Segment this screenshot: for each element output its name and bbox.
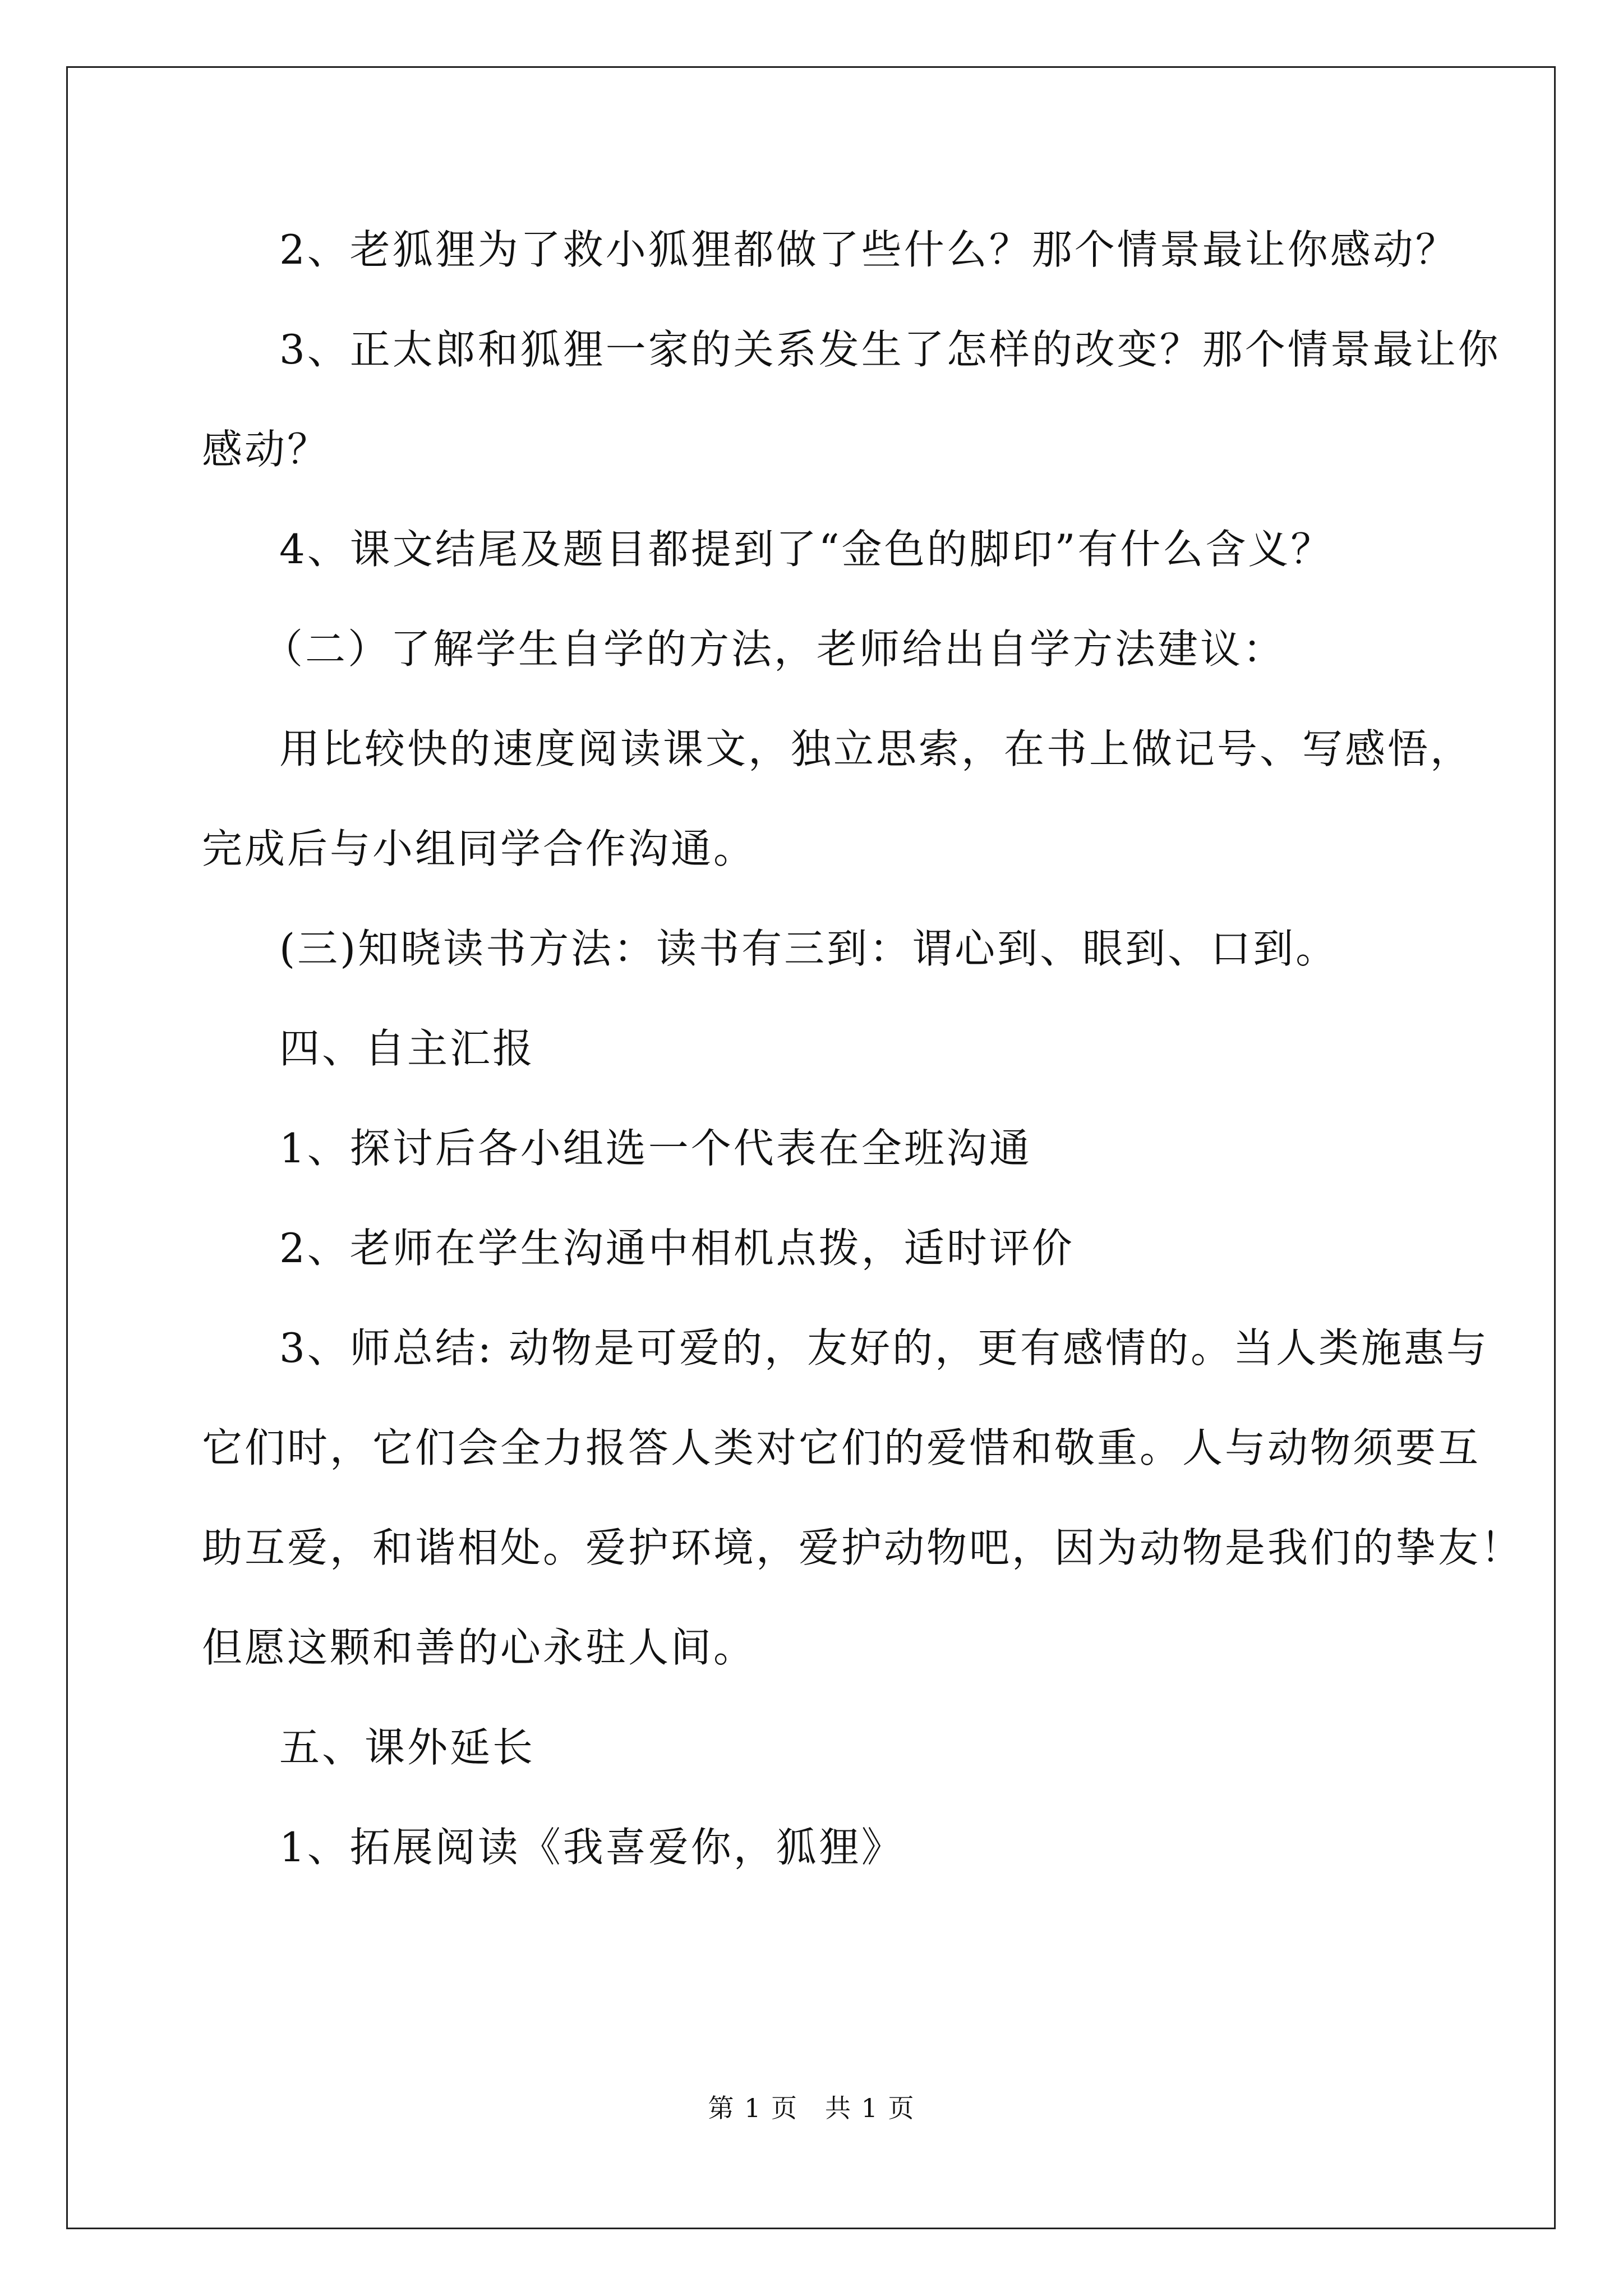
text-line: (三)知晓读书方法：读书有三到：谓心到、眼到、口到。 xyxy=(279,925,1339,972)
text-line: 它们时，它们会全力报答人类对它们的爱惜和敬重。人与动物须要互 xyxy=(202,1424,1481,1471)
text-line: 2、老狐狸为了救小狐狸都做了些什么？那个情景最让你感动？ xyxy=(279,226,1458,273)
text-line: 3、正太郎和狐狸一家的关系发生了怎样的改变？那个情景最让你 xyxy=(279,326,1501,373)
text-line: 1、探讨后各小组选一个代表在全班沟通 xyxy=(279,1125,1032,1172)
text-line: 完成后与小组同学合作沟通。 xyxy=(202,825,757,872)
text-line: 四、自主汇报 xyxy=(279,1025,536,1072)
text-line: （二）了解学生自学的方法，老师给出自学方法建议： xyxy=(262,625,1286,673)
text-line: 感动？ xyxy=(202,426,330,473)
text-line: 用比较快的速度阅读课文，独立思索，在书上做记号、写感悟， xyxy=(279,725,1473,772)
text-line: 助互爱，和谐相处。爱护环境，爱护动物吧，因为动物是我们的挚友！ xyxy=(202,1524,1524,1571)
text-line: 但愿这颗和善的心永驻人间。 xyxy=(202,1624,757,1671)
text-line: 4、课文结尾及题目都提到了“金色的脚印”有什么含义？ xyxy=(279,526,1334,573)
page-number-footer: 第 1 页 共 1 页 xyxy=(708,2093,915,2123)
text-line: 2、老师在学生沟通中相机点拨，适时评价 xyxy=(279,1225,1075,1272)
text-line: 五、课外延长 xyxy=(279,1724,536,1771)
text-line: 3、师总结: 动物是可爱的，友好的，更有感情的。当人类施惠与 xyxy=(279,1324,1489,1372)
text-line: 1、拓展阅读《我喜爱你，狐狸》 xyxy=(279,1824,904,1871)
